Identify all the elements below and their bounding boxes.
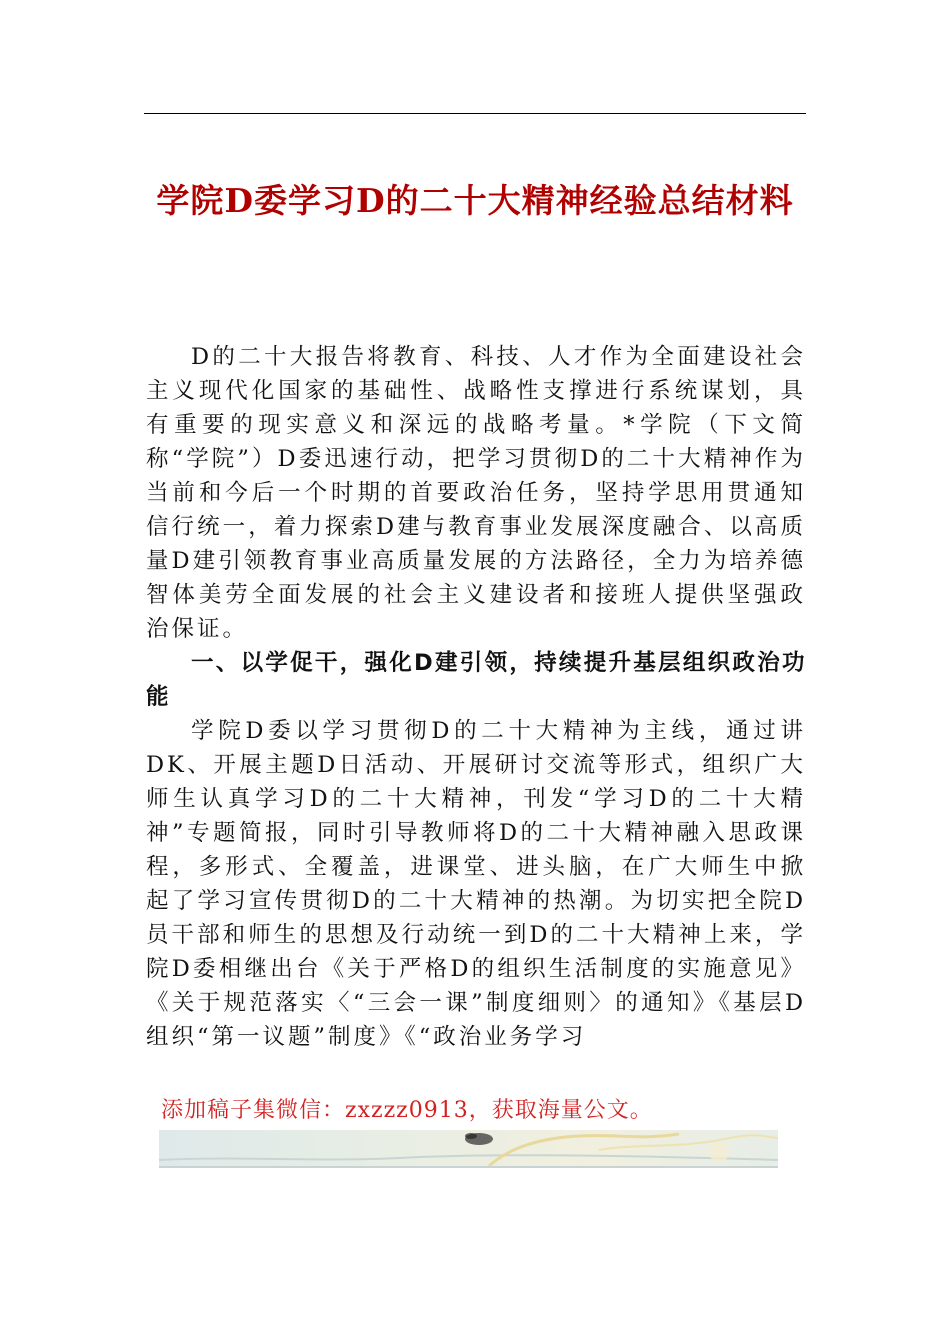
decorative-banner (159, 1130, 778, 1168)
promo-text: 添加稿子集微信：zxzzz0913，获取海量公文。 (161, 1098, 653, 1123)
banner-landscape-icon (159, 1130, 778, 1166)
document-body (146, 340, 806, 1054)
paragraph-section-1: 学院D委以学习贯彻D的二十大精神为主线，通过讲DK、开展主题D日活动、开展研讨交流等形式，组织广大师生认真学习D的二十大精神，刊发“学习D的二十大精神”专题简报，同时引导教师将D的二十大精神融入思政课程，多形式、全覆盖，进课堂、进头脑，在广大师生中掀起了学习宣传贯彻D的二十大精神的热潮。为切实把全院D员干部和师生的思想及行动统一到D的二十大精神上来，学院D委相继出台《关于严格D的组织生活制度的实施意见》《关于规范落实〈“三会一课”制度细则〉的通知》《基层D组织“第一议题”制度》《“政治业务学习 (146, 718, 806, 1050)
header-rule (144, 113, 806, 114)
section-heading-1: 一、以学促干，强化D建引领，持续提升基层组织政治功能 (146, 650, 806, 710)
paragraph-intro: D的二十大报告将教育、科技、人才作为全面建设社会主义现代化国家的基础性、战略性支撑进行系统谋划，具有重要的现实意义和深远的战略考量。*学院（下文简称“学院”）D委迅速行动，把学习贯彻D的二十大精神作为当前和今后一个时期的首要政治任务，坚持学思用贯通知信行统一，着力探索D建与教育事业发展深度融合、以高质量D建引领教育事业高质量发展的方法路径，全力为培养德智体美劳全面发展的社会主义建设者和接班人提供坚强政治保证。 (146, 344, 806, 642)
document-title: 学院D委学习D的二十大精神经验总结材料 (156, 181, 794, 220)
